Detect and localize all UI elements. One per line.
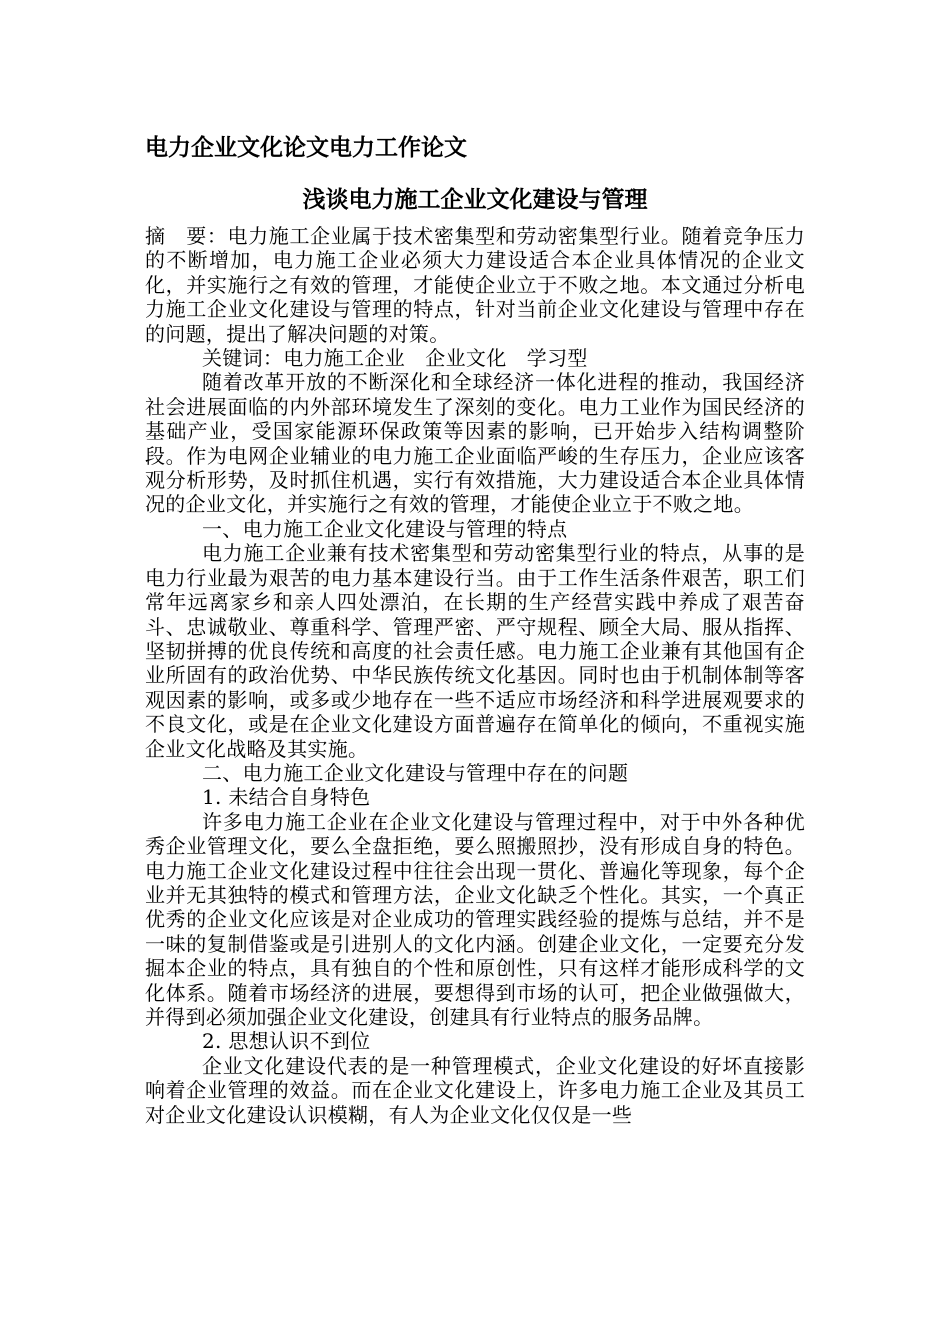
abstract-paragraph: 摘 要：电力施工企业属于技术密集型和劳动密集型行业。随着竞争压力的不断增加，电力施工企业必须大力建设适合本企业具体情况的企业文化，并实施行之有效的管理，才能使企业立于不败之地。本文通过分析电力施工企业文化建设与管理的特点，针对当前企业文化建设与管理中存在的问题，提出了解决问题的对策。 xyxy=(145,224,805,346)
section-1-heading: 一、电力施工企业文化建设与管理的特点 xyxy=(202,516,568,541)
section-1-paragraph: 电力施工企业兼有技术密集型和劳动密集型行业的特点，从事的是电力行业最为艰苦的电力基本建设行当。由于工作生活条件艰苦，职工们常年远离家乡和亲人四处漂泊，在长期的生产经营实践中养成了艰苦奋斗、忠诚敬业、尊重科学、管理严密、严守规程、顾全大局、服从指挥、坚韧拼搏的优良传统和高度的社会责任感。电力施工企业兼有其他国有企业所固有的政治优势、中华民族传统文化基因。同时也由于机制体制等客观因素的影响，或多或少地存在一些不适应市场经济和科学进展观要求的不良文化，或是在企业文化建设方面普遍存在简单化的倾向，不重视实施企业文化战略及其实施。 xyxy=(145,541,805,761)
intro-paragraph: 随着改革开放的不断深化和全球经济一体化进程的推动，我国经济社会进展面临的内外部环境发生了深刻的变化。电力工业作为国民经济的基础产业，受国家能源环保政策等因素的影响，已开始步入结构调整阶段。作为电网企业辅业的电力施工企业面临严峻的生存压力，企业应该客观分析形势，及时抓住机遇，实行有效措施，大力建设适合本企业具体情况的企业文化，并实施行之有效的管理，才能使企业立于不败之地。 xyxy=(145,370,805,517)
article-body xyxy=(145,224,805,1127)
subsection-2-heading: 2. 思想认识不到位 xyxy=(202,1029,371,1054)
article-title: 浅谈电力施工企业文化建设与管理 xyxy=(302,186,648,213)
section-2-heading: 二、电力施工企业文化建设与管理中存在的问题 xyxy=(202,760,629,785)
document-title: 电力企业文化论文电力工作论文 xyxy=(145,134,467,161)
keywords-line: 关键词：电力施工企业 企业文化 学习型 xyxy=(202,346,588,371)
subsection-2-paragraph: 企业文化建设代表的是一种管理模式，企业文化建设的好坏直接影响着企业管理的效益。而在企业文化建设上，许多电力施工企业及其员工对企业文化建设认识模糊，有人为企业文化仅仅是一些 xyxy=(145,1053,805,1127)
subsection-1-heading: 1. 未结合自身特色 xyxy=(202,785,371,810)
subsection-1-paragraph: 许多电力施工企业在企业文化建设与管理过程中，对于中外各种优秀企业管理文化，要么全盘拒绝，要么照搬照抄，没有形成自身的特色。电力施工企业文化建设过程中往往会出现一贯化、普遍化等现象，每个企业并无其独特的模式和管理方法，企业文化缺乏个性化。其实，一个真正优秀的企业文化应该是对企业成功的管理实践经验的提炼与总结，并不是一味的复制借鉴或是引进别人的文化内涵。创建企业文化，一定要充分发掘本企业的特点，具有独自的个性和原创性，只有这样才能形成科学的文化体系。随着市场经济的进展，要想得到市场的认可，把企业做强做大，并得到必须加强企业文化建设，创建具有行业特点的服务品牌。 xyxy=(145,809,805,1029)
